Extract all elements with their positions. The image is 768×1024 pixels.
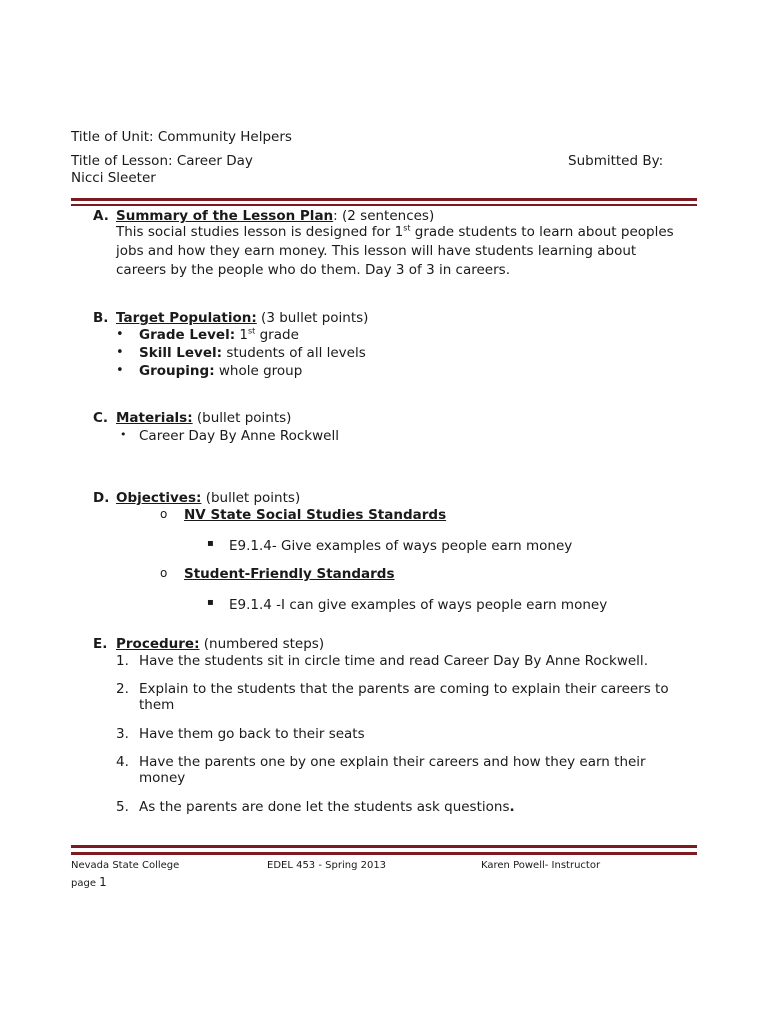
student-standard-item: E9.1.4 -I can give examples of ways people earn money	[229, 597, 608, 613]
circle-bullet-icon: o	[160, 566, 168, 580]
step-number: 1.	[116, 653, 129, 669]
step-number: 4.	[116, 754, 129, 770]
section-a-title: Summary of the Lesson Plan	[116, 208, 334, 224]
step-1-text: Have the students sit in circle time and read Career Day By Anne Rockwell.	[139, 653, 648, 669]
section-c-letter: C.	[93, 410, 109, 426]
circle-bullet-icon: o	[160, 507, 168, 521]
step-2-text-cont: them	[139, 697, 175, 713]
skill-level-value: students of all levels	[222, 345, 366, 361]
summary-text: This social studies lesson is designed for 1	[116, 224, 404, 240]
section-c-note: (bullet points)	[192, 410, 292, 426]
summary-text: grade students to learn about peoples	[410, 224, 674, 240]
skill-level-item	[139, 345, 366, 361]
section-b-note: (3 bullet points)	[256, 310, 369, 326]
footer-instructor: Karen Powell- Instructor	[481, 860, 601, 871]
header-divider-top	[71, 198, 697, 201]
grade-level-value: 1	[235, 327, 248, 343]
section-c-title: Materials:	[116, 410, 193, 426]
footer-divider-bottom	[71, 852, 697, 855]
page-number: 1	[99, 875, 107, 889]
grade-level-label: Grade Level:	[139, 327, 236, 343]
section-e-heading	[116, 636, 324, 652]
section-e-title: Procedure:	[116, 636, 200, 652]
footer-college: Nevada State College	[71, 860, 180, 871]
superscript: st	[248, 326, 256, 336]
grouping-item	[139, 363, 302, 379]
step-5-period: .	[509, 799, 515, 815]
submitted-by-label: Submitted By:	[568, 153, 664, 169]
section-a-letter: A.	[93, 208, 109, 224]
section-b-heading	[116, 310, 368, 326]
grouping-value: whole group	[214, 363, 303, 379]
section-d-letter: D.	[93, 490, 110, 506]
step-4-text-cont: money	[139, 770, 186, 786]
author-name: Nicci Sleeter	[71, 170, 156, 186]
unit-title: Title of Unit: Community Helpers	[71, 129, 292, 145]
materials-item: Career Day By Anne Rockwell	[139, 428, 339, 444]
page-label: page	[71, 878, 100, 889]
section-d-heading	[116, 490, 300, 506]
step-number: 5.	[116, 799, 129, 815]
nv-standards-heading: NV State Social Studies Standards	[184, 507, 447, 523]
student-standards-heading: Student-Friendly Standards	[184, 566, 395, 582]
header-divider-bottom	[71, 204, 697, 206]
footer-course: EDEL 453 - Spring 2013	[267, 860, 387, 871]
grade-level-item	[139, 327, 299, 343]
section-c-heading	[116, 410, 291, 426]
step-3-text: Have them go back to their seats	[139, 726, 365, 742]
square-bullet-icon: ▪	[207, 597, 214, 608]
step-number: 3.	[116, 726, 129, 742]
section-a-line-2: jobs and how they earn money. This lesson will have students learning about	[116, 243, 637, 259]
grade-level-value-tail: grade	[255, 327, 299, 343]
bullet-dot: •	[116, 345, 124, 360]
step-4-text: Have the parents one by one explain their careers and how they earn their	[139, 754, 646, 770]
section-e-letter: E.	[93, 636, 108, 652]
grouping-label: Grouping:	[139, 363, 215, 379]
section-a-note: : (2 sentences)	[333, 208, 435, 224]
step-2-text: Explain to the students that the parents are coming to explain their careers to	[139, 681, 669, 697]
section-b-letter: B.	[93, 310, 109, 326]
nv-standard-item: E9.1.4- Give examples of ways people earn money	[229, 538, 573, 554]
bullet-dot: •	[120, 428, 127, 441]
bullet-dot: •	[116, 363, 124, 378]
section-d-title: Objectives:	[116, 490, 202, 506]
bullet-dot: •	[116, 327, 124, 342]
skill-level-label: Skill Level:	[139, 345, 223, 361]
step-5-body: As the parents are done let the students ask questions	[139, 799, 510, 815]
lesson-title: Title of Lesson: Career Day	[71, 153, 253, 169]
section-a-line-1	[116, 224, 674, 240]
footer-divider-top	[71, 845, 697, 848]
superscript: st	[403, 223, 411, 233]
footer-page	[71, 875, 107, 889]
step-number: 2.	[116, 681, 129, 697]
square-bullet-icon: ▪	[207, 538, 214, 549]
step-5-text	[139, 799, 515, 815]
section-e-note: (numbered steps)	[199, 636, 325, 652]
section-d-note: (bullet points)	[201, 490, 301, 506]
section-b-title: Target Population:	[116, 310, 257, 326]
section-a-heading	[116, 208, 434, 224]
section-a-line-3: careers by the people who do them. Day 3 of 3 in careers.	[116, 262, 510, 278]
